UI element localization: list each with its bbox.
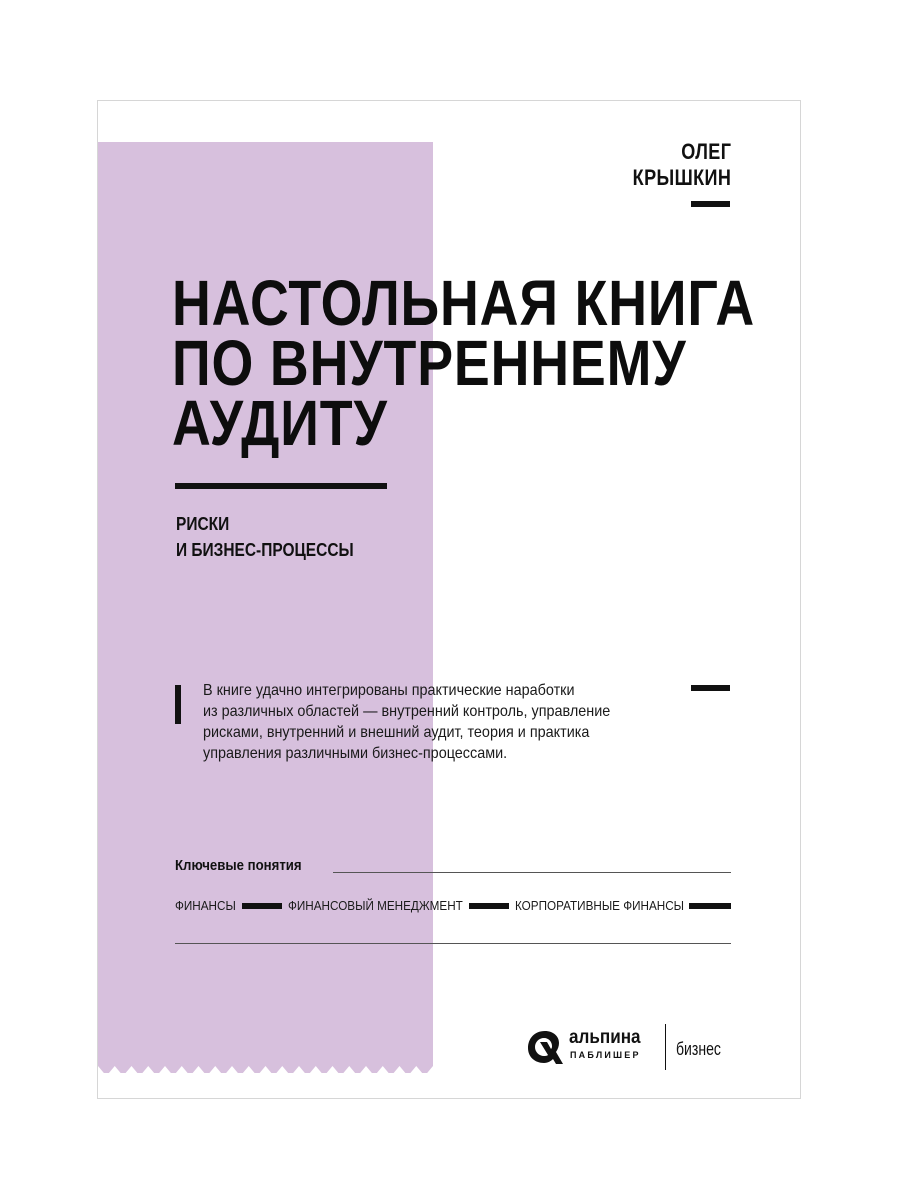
subtitle-line-2: И БИЗНЕС-ПРОЦЕССЫ [176,540,354,560]
description-dash [691,685,730,691]
keyword-financial-management: ФИНАНСОВЫЙ МЕНЕДЖМЕНТ [288,898,463,913]
author-last-name: КРЫШКИН [632,165,731,190]
alpina-logo-icon [526,1029,564,1065]
zigzag-edge [98,1054,433,1084]
keyword-dash [469,903,509,909]
publisher-subname: ПАБЛИШЕР [570,1050,641,1060]
title-line-1: НАСТОЛЬНАЯ КНИГА [172,267,755,339]
keyword-finance: ФИНАНСЫ [175,898,236,913]
book-title [172,267,755,459]
keywords-row [175,898,735,914]
description-line-1: В книге удачно интегрированы практические наработки [203,682,575,699]
description-line-3: рисками, внутренний и внешний аудит, теория и практика [203,724,590,741]
subtitle-line-1: РИСКИ [176,514,230,534]
keywords-rule-bottom [175,943,731,944]
author-first-name: ОЛЕГ [680,139,731,164]
keyword-dash [242,903,282,909]
publisher-series: бизнес [676,1039,721,1059]
publisher-name: альпина [569,1027,641,1048]
description-line-4: управления различными бизнес-процессами. [203,745,508,762]
publisher-logo [526,1025,736,1073]
title-line-3: АУДИТУ [172,387,388,459]
author-dash [691,201,730,207]
keyword-corporate-finance: КОРПОРАТИВНЫЕ ФИНАНСЫ [515,898,685,913]
author-name [632,139,731,191]
book-cover [97,100,801,1099]
book-subtitle [176,511,354,563]
title-line-2: ПО ВНУТРЕННЕМУ [172,327,687,399]
keywords-rule-top [333,872,731,873]
publisher-divider [665,1024,666,1070]
description-line-2: из различных областей — внутренний контроль, управление [203,703,611,720]
keyword-dash [689,903,731,909]
description-bar [175,685,181,724]
book-description [203,680,653,764]
keywords-label: Ключевые понятия [175,857,302,874]
title-underline [175,483,387,489]
